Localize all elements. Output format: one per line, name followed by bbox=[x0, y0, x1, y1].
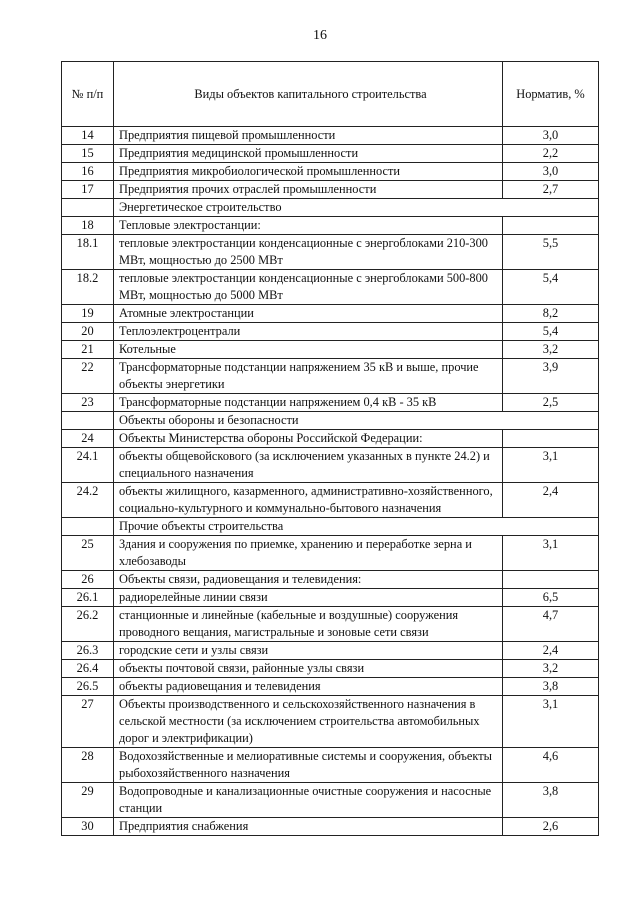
row-object-type: объекты почтовой связи, районные узлы связи bbox=[114, 660, 503, 678]
row-object-type: Предприятия прочих отраслей промышленности bbox=[114, 181, 503, 199]
row-norm-value: 2,5 bbox=[503, 394, 599, 412]
row-number: 29 bbox=[62, 783, 114, 818]
row-norm-value bbox=[503, 571, 599, 589]
row-object-type: Трансформаторные подстанции напряжением 0,4 кВ - 35 кВ bbox=[114, 394, 503, 412]
row-number: 17 bbox=[62, 181, 114, 199]
row-number: 14 bbox=[62, 127, 114, 145]
table-row bbox=[62, 270, 599, 305]
page-number: 16 bbox=[313, 28, 327, 43]
row-object-type: Атомные электростанции bbox=[114, 305, 503, 323]
row-norm-value: 3,0 bbox=[503, 163, 599, 181]
row-norm-value: 6,5 bbox=[503, 589, 599, 607]
table-row bbox=[62, 217, 599, 235]
section-row bbox=[62, 412, 599, 430]
row-norm-value: 5,5 bbox=[503, 235, 599, 270]
row-number: 26.3 bbox=[62, 642, 114, 660]
table-row bbox=[62, 145, 599, 163]
row-norm-value: 5,4 bbox=[503, 270, 599, 305]
row-number: 26.5 bbox=[62, 678, 114, 696]
row-number: 16 bbox=[62, 163, 114, 181]
section-number-cell bbox=[62, 199, 114, 217]
row-object-type: тепловые электростанции конденсационные с энергоблоками 210-300 МВт, мощностью до 2500 МВт bbox=[114, 235, 503, 270]
row-number: 24.2 bbox=[62, 483, 114, 518]
row-object-type: Тепловые электростанции: bbox=[114, 217, 503, 235]
table-row bbox=[62, 359, 599, 394]
row-norm-value: 4,6 bbox=[503, 748, 599, 783]
table-row bbox=[62, 448, 599, 483]
row-norm-value: 3,8 bbox=[503, 678, 599, 696]
row-number: 26.1 bbox=[62, 589, 114, 607]
row-number: 19 bbox=[62, 305, 114, 323]
table-row bbox=[62, 341, 599, 359]
table-row bbox=[62, 783, 599, 818]
table-row bbox=[62, 748, 599, 783]
table-header-row bbox=[62, 62, 599, 127]
row-object-type: тепловые электростанции конденсационные с энергоблоками 500-800 МВт, мощностью до 5000 МВт bbox=[114, 270, 503, 305]
row-object-type: Предприятия пищевой промышленности bbox=[114, 127, 503, 145]
row-number: 30 bbox=[62, 818, 114, 836]
row-norm-value bbox=[503, 430, 599, 448]
row-norm-value: 3,8 bbox=[503, 783, 599, 818]
row-object-type: Объекты Министерства обороны Российской Федерации: bbox=[114, 430, 503, 448]
row-norm-value: 3,1 bbox=[503, 448, 599, 483]
table-row bbox=[62, 181, 599, 199]
row-object-type: объекты радиовещания и телевидения bbox=[114, 678, 503, 696]
row-number: 28 bbox=[62, 748, 114, 783]
table-row bbox=[62, 323, 599, 341]
table-row bbox=[62, 660, 599, 678]
row-number: 25 bbox=[62, 536, 114, 571]
table-row bbox=[62, 589, 599, 607]
table-row bbox=[62, 818, 599, 836]
table-row bbox=[62, 483, 599, 518]
row-number: 27 bbox=[62, 696, 114, 748]
row-norm-value: 3,2 bbox=[503, 341, 599, 359]
row-norm-value: 3,1 bbox=[503, 696, 599, 748]
row-object-type: Предприятия медицинской промышленности bbox=[114, 145, 503, 163]
row-object-type: Водохозяйственные и мелиоративные системы и сооружения, объекты рыбохозяйственного назначения bbox=[114, 748, 503, 783]
row-number: 24.1 bbox=[62, 448, 114, 483]
row-norm-value: 3,0 bbox=[503, 127, 599, 145]
table-row bbox=[62, 642, 599, 660]
row-object-type: радиорелейные линии связи bbox=[114, 589, 503, 607]
table-body bbox=[62, 127, 599, 836]
row-object-type: Объекты производственного и сельскохозяйственного назначения в сельской местности (за исключением строительства автомобильных дорог и электрификации) bbox=[114, 696, 503, 748]
table-row bbox=[62, 678, 599, 696]
row-object-type: объекты общевойскового (за исключением указанных в пункте 24.2) и специального назначения bbox=[114, 448, 503, 483]
table-row bbox=[62, 127, 599, 145]
section-row bbox=[62, 199, 599, 217]
row-norm-value: 2,4 bbox=[503, 642, 599, 660]
table-row bbox=[62, 571, 599, 589]
row-number: 18.2 bbox=[62, 270, 114, 305]
section-number-cell bbox=[62, 412, 114, 430]
row-number: 22 bbox=[62, 359, 114, 394]
row-number: 20 bbox=[62, 323, 114, 341]
row-object-type: Трансформаторные подстанции напряжением 35 кВ и выше, прочие объекты энергетики bbox=[114, 359, 503, 394]
section-title: Энергетическое строительство bbox=[114, 199, 599, 217]
row-norm-value: 5,4 bbox=[503, 323, 599, 341]
table-row bbox=[62, 607, 599, 642]
row-norm-value: 2,4 bbox=[503, 483, 599, 518]
header-norm: Норматив, % bbox=[503, 62, 599, 127]
header-object-type: Виды объектов капитального строительства bbox=[114, 62, 503, 127]
row-norm-value: 2,6 bbox=[503, 818, 599, 836]
row-number: 18 bbox=[62, 217, 114, 235]
row-number: 26 bbox=[62, 571, 114, 589]
row-norm-value: 8,2 bbox=[503, 305, 599, 323]
row-object-type: станционные и линейные (кабельные и воздушные) сооружения проводного вещания, магистральные и зоновые сети связи bbox=[114, 607, 503, 642]
row-norm-value bbox=[503, 217, 599, 235]
row-norm-value: 4,7 bbox=[503, 607, 599, 642]
section-title: Прочие объекты строительства bbox=[114, 518, 599, 536]
table-row bbox=[62, 235, 599, 270]
row-number: 26.2 bbox=[62, 607, 114, 642]
normatives-table bbox=[61, 61, 599, 836]
table-row bbox=[62, 536, 599, 571]
row-number: 21 bbox=[62, 341, 114, 359]
row-number: 24 bbox=[62, 430, 114, 448]
table-row bbox=[62, 394, 599, 412]
section-row bbox=[62, 518, 599, 536]
row-number: 23 bbox=[62, 394, 114, 412]
table-row bbox=[62, 430, 599, 448]
row-norm-value: 3,9 bbox=[503, 359, 599, 394]
row-object-type: Объекты связи, радиовещания и телевидения: bbox=[114, 571, 503, 589]
row-number: 18.1 bbox=[62, 235, 114, 270]
row-norm-value: 2,2 bbox=[503, 145, 599, 163]
row-object-type: Теплоэлектроцентрали bbox=[114, 323, 503, 341]
row-number: 26.4 bbox=[62, 660, 114, 678]
row-object-type: Здания и сооружения по приемке, хранению и переработке зерна и хлебозаводы bbox=[114, 536, 503, 571]
table-row bbox=[62, 696, 599, 748]
row-object-type: Предприятия снабжения bbox=[114, 818, 503, 836]
row-number: 15 bbox=[62, 145, 114, 163]
header-number: № п/п bbox=[62, 62, 114, 127]
row-norm-value: 3,2 bbox=[503, 660, 599, 678]
section-title: Объекты обороны и безопасности bbox=[114, 412, 599, 430]
row-object-type: Котельные bbox=[114, 341, 503, 359]
row-norm-value: 2,7 bbox=[503, 181, 599, 199]
row-object-type: объекты жилищного, казарменного, административно-хозяйственного, социально-культурного и коммунально-бытового назначения bbox=[114, 483, 503, 518]
row-object-type: Предприятия микробиологической промышленности bbox=[114, 163, 503, 181]
table-row bbox=[62, 305, 599, 323]
row-norm-value: 3,1 bbox=[503, 536, 599, 571]
table-row bbox=[62, 163, 599, 181]
row-object-type: городские сети и узлы связи bbox=[114, 642, 503, 660]
section-number-cell bbox=[62, 518, 114, 536]
row-object-type: Водопроводные и канализационные очистные сооружения и насосные станции bbox=[114, 783, 503, 818]
